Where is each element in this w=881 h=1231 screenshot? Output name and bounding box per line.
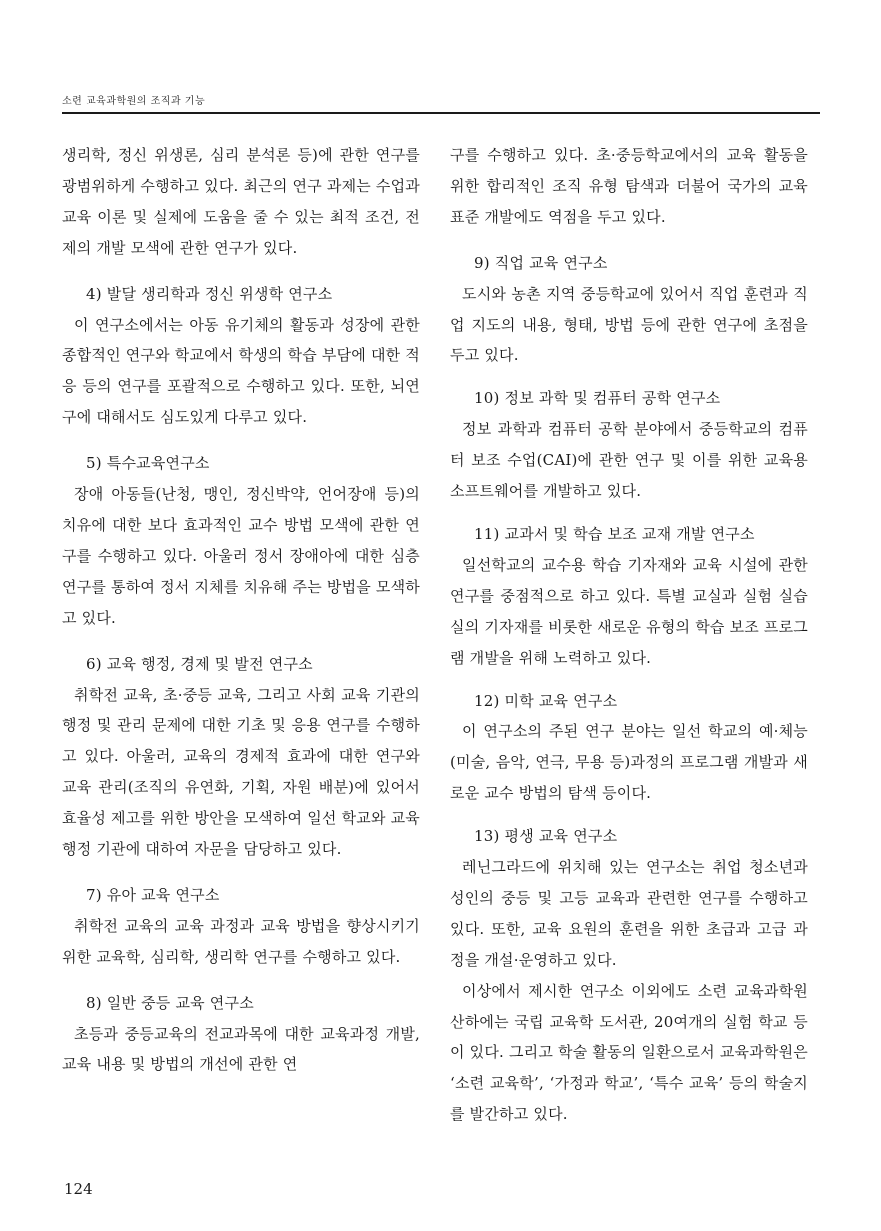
paragraph: 구를 수행하고 있다. 초·중등학교에서의 교육 활동을 위한 합리적인 조직 유형 탐색과 더불어 국가의 교육 표준 개발에도 역점을 두고 있다. (450, 146, 808, 226)
paragraph: 생리학, 정신 위생론, 심리 분석론 등)에 관한 연구를 광범위하게 수행하고 있다. 최근의 연구 과제는 수업과 교육 이론 및 실제에 도움을 줄 수 있는 최적 조건, 전제의 개발 모색에 관한 연구가 있다. (62, 146, 420, 257)
paragraph: 장애 아동들(난청, 맹인, 정신박약, 언어장애 등)의 치유에 대한 보다 효과적인 교수 방법 모색에 관한 연구를 수행하고 있다. 아울러 정서 장애아에 대한 심층 연구를 통하여 정서 지체를 치유해 주는 방법을 모색하고 있다. (62, 485, 420, 627)
section-heading-8: 8) 일반 중등 교육 연구소 (86, 993, 254, 1012)
section-heading-5: 5) 특수교육연구소 (86, 454, 210, 473)
left-column (62, 140, 420, 1080)
section-heading-11: 11) 교과서 및 학습 보조 교재 개발 연구소 (474, 524, 755, 543)
paragraph: 레닌그라드에 위치해 있는 연구소는 취업 청소년과 성인의 중등 및 고등 교육과 관련한 연구를 수행하고 있다. 또한, 교육 요원의 훈련을 위한 초급과 고급 과정을 개설·운영하고 있다. (450, 858, 808, 969)
section-heading-4: 4) 발달 생리학과 정신 위생학 연구소 (86, 284, 333, 303)
paragraph: 초등과 중등교육의 전교과목에 대한 교육과정 개발, 교육 내용 및 방법의 개선에 관한 연 (62, 1024, 420, 1074)
running-header: 소련 교육과학원의 조직과 기능 (62, 96, 206, 107)
paragraph: 도시와 농촌 지역 중등학교에 있어서 직업 훈련과 직업 지도의 내용, 형태, 방법 등에 관한 연구에 초점을 두고 있다. (450, 284, 808, 365)
header-rule (62, 112, 820, 114)
paragraph: 이상에서 제시한 연구소 이외에도 소련 교육과학원 산하에는 국립 교육학 도서관, 20여개의 실험 학교 등이 있다. 그리고 학술 활동의 일환으로서 교육과학원은 ‘소련 교육학’, ‘가정과 학교’, ‘특수 교육’ 등의 학술지를 발간하고 있다. (450, 981, 808, 1124)
section-heading-13: 13) 평생 교육 연구소 (474, 827, 618, 846)
section-heading-10: 10) 정보 과학 및 컴퓨터 공학 연구소 (474, 389, 721, 408)
section-heading-7: 7) 유아 교육 연구소 (86, 885, 220, 904)
paragraph: 취학전 교육, 초·중등 교육, 그리고 사회 교육 기관의 행정 및 관리 문제에 대한 기초 및 응용 연구를 수행하고 있다. 아울러, 교육의 경제적 효과에 대한 연구와 교육 관리(조직의 유연화, 기획, 자원 배분)에 있어서 효율성 제고를 위한 방안을 모색하여 일선 학교와 교육 행정 기관에 대하여 자문을 담당하고 있다. (62, 685, 420, 859)
paragraph: 일선학교의 교수용 학습 기자재와 교육 시설에 관한 연구를 중점적으로 하고 있다. 특별 교실과 실험 실습실의 기자재를 비롯한 새로운 유형의 학습 보조 프로그램 개발을 위해 노력하고 있다. (450, 555, 808, 667)
paragraph: 정보 과학과 컴퓨터 공학 분야에서 중등학교의 컴퓨터 보조 수업(CAI)에 관한 연구 및 이를 위한 교육용 소프트웨어를 개발하고 있다. (450, 420, 808, 501)
right-column (450, 140, 808, 1130)
section-heading-6: 6) 교육 행정, 경제 및 발전 연구소 (86, 654, 313, 673)
section-heading-9: 9) 직업 교육 연구소 (474, 253, 608, 272)
paragraph: 취학전 교육의 교육 과정과 교육 방법을 향상시키기 위한 교육학, 심리학, 생리학 연구를 수행하고 있다. (62, 916, 420, 966)
paragraph: 이 연구소에서는 아동 유기체의 활동과 성장에 관한 종합적인 연구와 학교에서 학생의 학습 부담에 대한 적응 등의 연구를 포괄적으로 수행하고 있다. 또한, 뇌연구에 대해서도 심도있게 다루고 있다. (62, 315, 420, 427)
page-number: 124 (64, 1180, 93, 1198)
paragraph: 이 연구소의 주된 연구 분야는 일선 학교의 예·체능(미술, 음악, 연극, 무용 등)과정의 프로그램 개발과 새로운 교수 방법의 탐색 등이다. (450, 722, 808, 803)
section-heading-12: 12) 미학 교육 연구소 (474, 691, 618, 710)
